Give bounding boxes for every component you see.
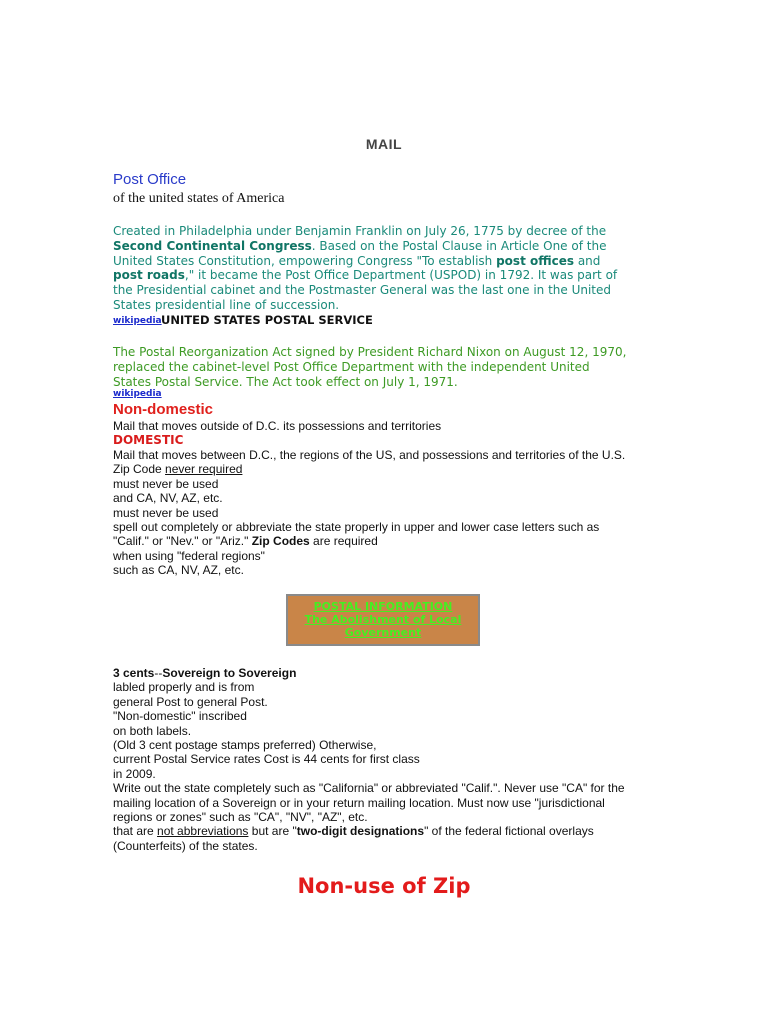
text-line: when using "federal regions": [113, 548, 265, 563]
link-line[interactable]: POSTAL INFORMATION: [313, 600, 453, 613]
text: Created in Philadelphia under Benjamin Franklin on July 26, 1775 by decree of the: [113, 224, 607, 238]
text: --: [154, 666, 163, 680]
text: United States Constitution, empowering Congress "To establish: [113, 253, 497, 268]
text-line: Mail that moves between D.C., the regions of the US, and possessions and territories of the U.S.: [113, 448, 626, 462]
post-office-subheading: of the united states of America: [113, 191, 285, 206]
non-domestic-heading: Non-domestic: [113, 401, 214, 418]
bold-text: Sovereign to Sovereign: [162, 666, 297, 680]
bold-text: Zip Codes: [251, 534, 310, 549]
text: " of the federal fictional overlays: [424, 824, 594, 839]
text: "Calif." or "Nev." or "Ariz.": [113, 534, 252, 549]
text: States presidential line of succession.: [113, 297, 340, 312]
text-line: States Postal Service. The Act took effect on July 1, 1971.: [113, 374, 458, 389]
text-line: regions or zones" such as "CA", "NV", "AZ", etc.: [113, 810, 368, 825]
text-line: must never be used: [113, 476, 219, 491]
link-line[interactable]: Government: [344, 626, 422, 639]
text-line: on both labels.: [113, 723, 192, 738]
text-line: general Post to general Post.: [113, 694, 268, 709]
post-office-heading: Post Office: [113, 171, 187, 188]
text-line: replaced the cabinet-level Post Office Department with the independent United: [113, 359, 590, 374]
history-paragraph: [113, 224, 653, 313]
page-title: MAIL: [365, 136, 403, 152]
text-line: The Postal Reorganization Act signed by President Richard Nixon on August 12, 1970,: [113, 345, 627, 359]
reorganization-paragraph: [113, 345, 653, 389]
text-line: Write out the state completely such as "California" or abbreviated "Calif.". Never use "CA" for the: [113, 781, 625, 796]
text: and: [574, 253, 601, 268]
text: . Based on the Postal Clause in Article One of the: [311, 238, 607, 253]
bold-text: two-digit designations: [296, 824, 425, 839]
text-line: labled properly and is from: [113, 680, 255, 695]
text-line: (Old 3 cent postage stamps preferred) Otherwise,: [113, 738, 377, 753]
text: the Presidential cabinet and the Postmaster General was the last one in the United: [113, 283, 612, 298]
postal-information-link-box[interactable]: [286, 594, 480, 646]
wikipedia-link[interactable]: wikipedia: [113, 316, 162, 326]
text-line: current Postal Service rates Cost is 44 cents for first class: [113, 752, 420, 767]
text-line: spell out completely or abbreviate the state properly in upper and lower case letters such as: [113, 520, 600, 535]
non-domestic-description: Mail that moves outside of D.C. its possessions and territories: [113, 419, 442, 433]
non-use-of-zip-heading: Non-use of Zip: [297, 874, 471, 898]
three-cents-section: [113, 666, 658, 853]
domestic-heading: DOMESTIC: [113, 433, 184, 447]
text: ," it became the Post Office Department (USPOD) in 1792. It was part of: [184, 268, 618, 283]
text-line: in 2009.: [113, 766, 156, 781]
text-line: mailing location of a Sovereign or in your return mailing location. Must now use "jurisdictional: [113, 795, 605, 810]
link-line[interactable]: The Abolishment of Local: [304, 613, 462, 626]
bold-text: post offices: [496, 253, 575, 268]
wikipedia-link[interactable]: wikipedia: [113, 389, 162, 399]
text: Zip Code: [113, 462, 166, 477]
text-line: such as CA, NV, AZ, etc.: [113, 563, 244, 578]
text: are required: [309, 534, 378, 549]
bold-text: 3 cents: [113, 666, 155, 680]
text-line: must never be used: [113, 505, 219, 520]
text-line: "Non-domestic" inscribed: [113, 709, 247, 724]
bold-text: Second Continental Congress: [113, 238, 312, 253]
underlined-text: never required: [165, 462, 243, 477]
text: but are ": [248, 824, 297, 839]
text-line: (Counterfeits) of the states.: [113, 838, 258, 853]
underlined-text: not abbreviations: [157, 824, 249, 839]
text-line: and CA, NV, AZ, etc.: [113, 491, 223, 506]
usps-label: UNITED STATES POSTAL SERVICE: [161, 313, 373, 327]
domestic-section: [113, 448, 658, 578]
bold-text: post roads: [113, 268, 185, 283]
text: that are: [113, 824, 158, 839]
